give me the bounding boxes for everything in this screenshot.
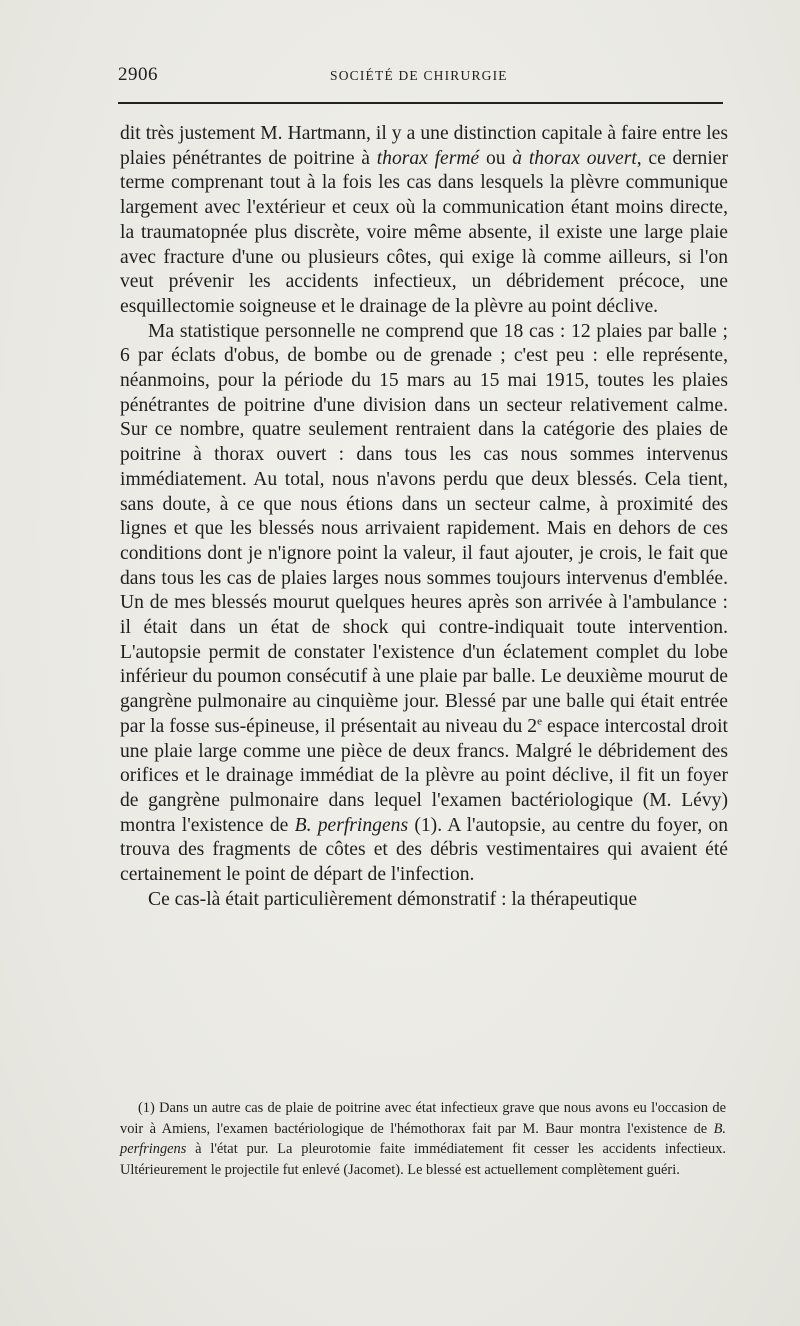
- superscript: e: [537, 715, 542, 728]
- page-header: [118, 64, 723, 92]
- paragraph-3: Ce cas-là était particulièrement démonstratif : la thérapeutique: [148, 888, 638, 910]
- paragraph-1: dit très justement M. Hartmann, il y a une distinction capitale à faire entre les plaies pénétrantes de poitrine à thorax fermé ou à thorax ouvert, ce dernier terme comprenant tout à la fois les cas dans lesquels la plèvre communique largement avec l'extérieur et ceux où la communication étant moins directe, la traumatopnée plus discrète, voire même absente, il existe une large plaie avec fracture d'une ou plusieurs côtes, qui exige là comme ailleurs, si l'on veut prévenir les accidents infectieux, un débridement précoce, une esquillectomie soigneuse et le drainage de la plèvre au point déclive.: [120, 123, 729, 317]
- italic-term: à thorax ouvert: [512, 147, 637, 169]
- paragraph-2: Ma statistique personnelle ne comprend que 18 cas : 12 plaies par balle ; 6 par éclats d'obus, de bombe ou de grenade ; c'est peu : elle représente, néanmoins, pour la période du 15 mars au 15 mai 1915, toutes les plaies pénétrantes de poitrine d'une division dans un secteur relativement calme. Sur ce nombre, quatre seulement rentraient dans la catégorie des plaies de poitrine à thorax ouvert : dans tous les cas nous sommes intervenus immédiatement. Au total, nous n'avons perdu que deux blessés. Cela tient, sans doute, à ce que nous étions dans un secteur calme, à proximité des lignes et que les blessés nous arrivaient rapidement. Mais en dehors de ces conditions dont je n'ignore point la valeur, il faut ajouter, je crois, le fait que dans tous les cas de plaies larges nous sommes toujours intervenus d'emblée. Un de mes blessés mourut quelques heures après son arrivée à l'ambulance : il était dans un état de shock qui contre-indiquait toute intervention. L'autopsie permit de constater l'existence d'un éclatement complet du lobe inférieur du poumon consécutif à une plaie par balle. Le deuxième mourut de gangrène pulmonaire au cinquième jour. Blessé par une balle qui était entrée par la fosse sus-épineuse, il présentait au niveau du 2e espace intercostal droit une plaie large comme une pièce de deux francs. Malgré le débridement des orifices et le drainage immédiat de la plèvre au point déclive, il fit un foyer de gangrène pulmonaire dans lequel l'examen bactériologique (M. Lévy) montra l'existence de B. perfringens (1). A l'autopsie, au centre du foyer, on trouva des fragments de côtes et des débris vestimentaires qui avaient été certainement le point de départ de l'infection.: [120, 320, 728, 886]
- footnote-1: (1) Dans un autre cas de plaie de poitrine avec état infectieux grave que nous avons eu l'occasion de voir à Amiens, l'examen bactériologique de l'hémothorax fait par M. Baur montra l'existence de B. perfringens à l'état pur. La pleurotomie faite immédiatement fit cesser les accidents infectieux. Ultérieurement le projectile fut enlevé (Jacomet). Le blessé est actuellement complètement guéri.: [120, 1100, 726, 1178]
- italic-term: B. perfringens: [120, 1120, 726, 1157]
- main-text: [120, 122, 728, 913]
- page-number: 2906: [118, 64, 158, 85]
- footnote: [120, 1098, 726, 1180]
- running-head: SOCIÉTÉ DE CHIRURGIE: [330, 68, 508, 83]
- italic-term: thorax fermé: [376, 147, 480, 169]
- italic-term: B. perfringens: [294, 814, 409, 836]
- header-rule: [118, 102, 723, 104]
